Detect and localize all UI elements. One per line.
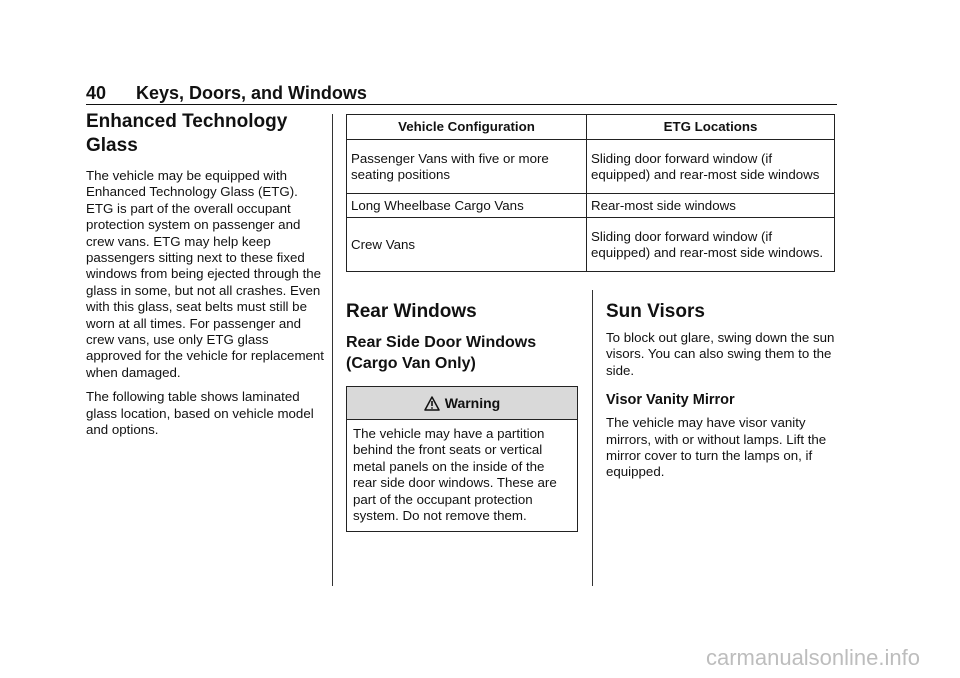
page-number: 40 <box>86 83 107 103</box>
table-header-cell: Vehicle Configuration <box>347 115 587 140</box>
visor-vanity-mirror-paragraph: The vehicle may have visor vanity mirrors, with or without lamps. Lift the mirror cover to turn the lamps on, if equipped. <box>606 415 827 480</box>
column-divider-right <box>592 290 593 586</box>
table-header-row <box>347 115 835 140</box>
header-rule <box>86 104 837 105</box>
rear-windows-section <box>346 300 578 532</box>
rear-side-door-windows-subheading: Rear Side Door Windows (Cargo Van Only) <box>346 334 537 372</box>
table-row <box>347 218 835 272</box>
etg-heading: Enhanced Technology Glass <box>86 111 288 156</box>
sun-visors-section <box>606 300 842 481</box>
column-divider-left <box>332 114 333 586</box>
etg-table <box>346 114 835 272</box>
table-cell-locations: Sliding door forward window (if equipped) and rear-most side windows. <box>587 218 835 272</box>
warning-triangle-icon <box>424 396 440 411</box>
etg-section <box>86 110 324 439</box>
table-header-cell: ETG Locations <box>587 115 835 140</box>
watermark <box>0 645 960 671</box>
rear-windows-heading: Rear Windows <box>346 301 477 322</box>
watermark-text: carmanualsonline.info <box>705 645 920 670</box>
table-row <box>347 194 835 218</box>
table-cell-config: Passenger Vans with five or more seating positions <box>347 140 587 194</box>
table-row <box>347 140 835 194</box>
warning-label: Warning <box>444 395 501 411</box>
visor-vanity-mirror-heading: Visor Vanity Mirror <box>606 392 735 409</box>
warning-header <box>347 387 577 420</box>
etg-paragraph-2: The following table shows laminated glass location, based on vehicle model and options. <box>86 389 314 438</box>
sun-visors-paragraph: To block out glare, swing down the sun visors. You can also swing them to the side. <box>606 330 835 378</box>
table-cell-locations: Rear-most side windows <box>587 194 835 218</box>
table-cell-config: Long Wheelbase Cargo Vans <box>347 194 587 218</box>
table-cell-locations: Sliding door forward window (if equipped) and rear-most side windows <box>587 140 835 194</box>
etg-paragraph-1: The vehicle may be equipped with Enhanced Technology Glass (ETG). ETG is part of the overall occupant protection system on passenger and crew vans. ETG may help keep passengers sitting next to these fixed windows from being ejected through the glass in some, but not all crashes. Even with this glass, seat belts must still be worn at all times. For passenger and crew vans, use only ETG glass approved for the vehicle for replacement when damaged. <box>86 168 325 380</box>
sun-visors-heading: Sun Visors <box>606 301 705 322</box>
table-cell-config: Crew Vans <box>347 218 587 272</box>
page-header <box>86 83 367 104</box>
warning-box <box>346 386 578 532</box>
warning-text: The vehicle may have a partition behind the front seats or vertical metal panels on the inside of the rear side door windows. These are part of the occupant protection system. Do not remove them. <box>353 426 557 524</box>
section-title: Keys, Doors, and Windows <box>136 83 367 103</box>
